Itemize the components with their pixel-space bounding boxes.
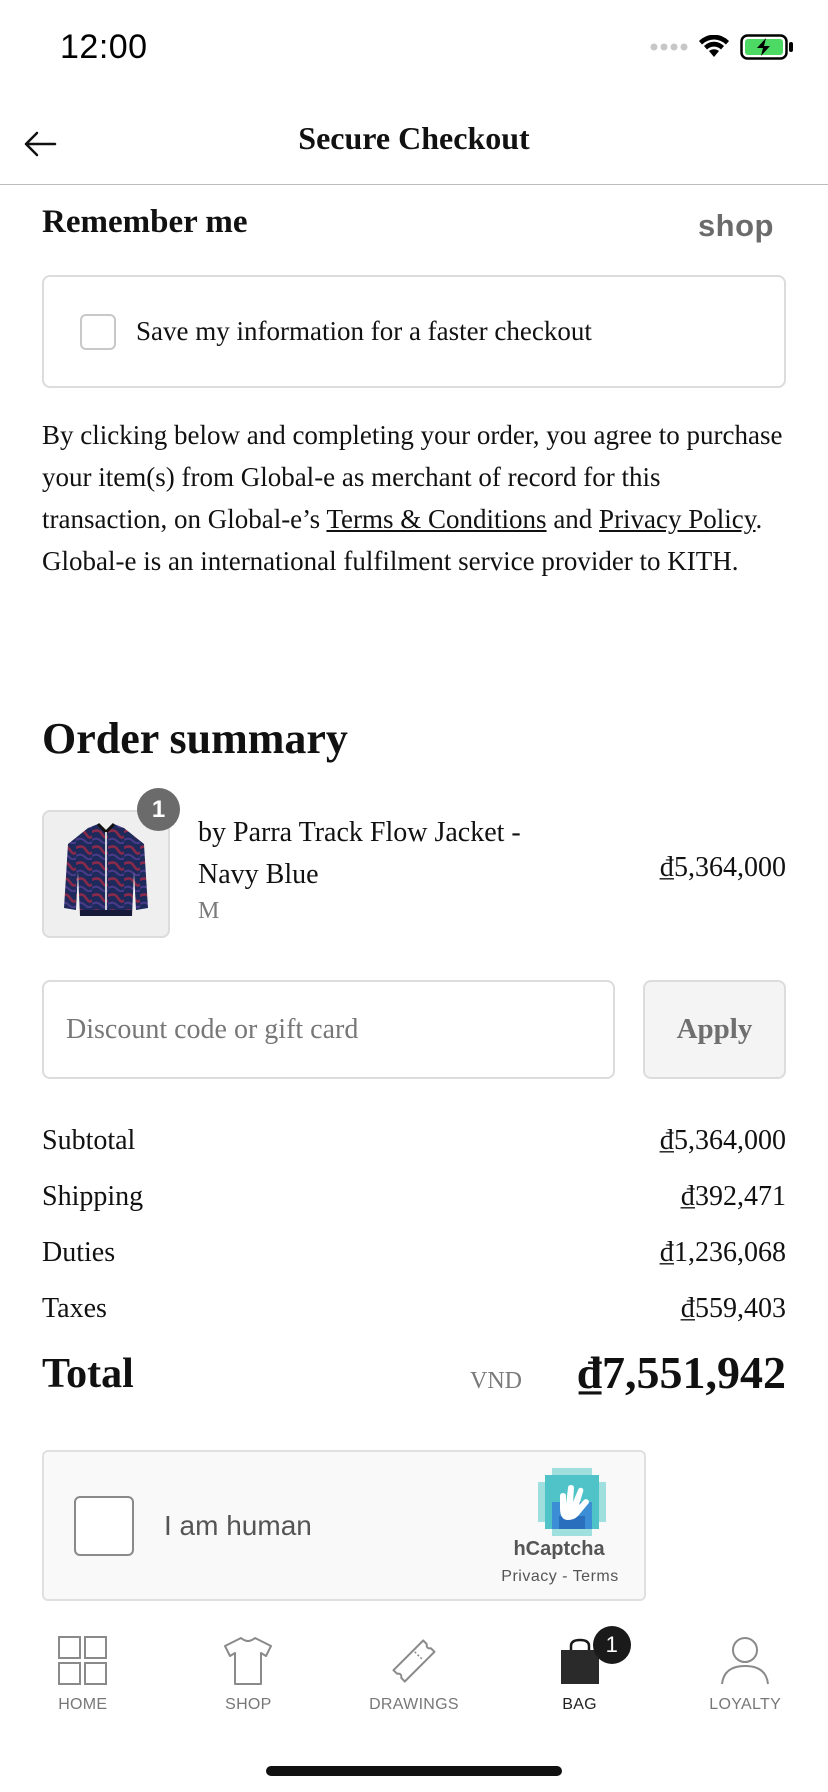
apply-discount-button[interactable]: Apply	[643, 980, 786, 1079]
captcha-checkbox[interactable]	[74, 1496, 134, 1556]
duties-label: Duties	[42, 1237, 116, 1268]
hcaptcha-hand-icon	[538, 1468, 606, 1536]
subtotal-label: Subtotal	[42, 1125, 136, 1156]
nav-home[interactable]	[0, 1628, 166, 1738]
save-info-label: Save my information for a faster checkout	[136, 316, 592, 346]
nav-bag-label: BAG	[562, 1696, 597, 1713]
hcaptcha-widget	[42, 1450, 646, 1601]
legal-text-2: and	[546, 504, 600, 534]
ticket-icon	[389, 1636, 439, 1686]
save-info-checkbox[interactable]	[80, 314, 116, 350]
nav-shop[interactable]	[166, 1628, 332, 1738]
taxes-label: Taxes	[42, 1293, 107, 1324]
shipping-value: ₫392,471	[680, 1181, 786, 1212]
total-value: ₫7,551,942	[578, 1347, 786, 1398]
legal-text-1: By clicking below and completing your order, you agree to purchase your item(s) from Global-e as merchant of record for this transaction, on Global-e’s	[42, 420, 783, 534]
hcaptcha-brand: hCaptcha	[513, 1538, 605, 1560]
nav-drawings-label: DRAWINGS	[369, 1696, 459, 1713]
nav-loyalty[interactable]	[662, 1628, 828, 1738]
order-summary-title: Order summary	[42, 714, 348, 763]
quantity-badge: 1	[137, 788, 180, 831]
legal-notice	[42, 414, 792, 582]
status-icons	[650, 34, 794, 60]
wifi-icon	[698, 35, 730, 59]
user-icon	[720, 1636, 770, 1686]
product-name: by Parra Track Flow Jacket - Navy Blue	[198, 817, 521, 890]
bottom-tab-bar	[0, 1628, 828, 1738]
nav-shop-label: SHOP	[225, 1696, 272, 1713]
shipping-label: Shipping	[42, 1181, 144, 1212]
remember-me-title: Remember me	[42, 204, 248, 240]
home-indicator[interactable]	[266, 1766, 562, 1776]
product-price: ₫5,364,000	[659, 852, 786, 883]
captcha-privacy-terms-links[interactable]: Privacy - Terms	[501, 1568, 619, 1585]
bag-count-badge: 1	[593, 1626, 631, 1664]
nav-bag[interactable]	[497, 1628, 663, 1738]
taxes-value: ₫559,403	[680, 1293, 786, 1324]
total-currency: VND	[470, 1368, 522, 1394]
checkout-header	[0, 100, 828, 185]
subtotal-value: ₫5,364,000	[659, 1125, 786, 1156]
tshirt-icon	[223, 1636, 273, 1686]
discount-code-input[interactable]	[42, 980, 615, 1079]
status-time: 12:00	[60, 28, 148, 66]
save-info-option[interactable]	[42, 275, 786, 388]
privacy-link[interactable]: Privacy Policy	[599, 504, 756, 534]
battery-charging-icon	[740, 34, 794, 60]
cellular-signal-icon	[650, 40, 688, 54]
nav-drawings[interactable]	[331, 1628, 497, 1738]
jacket-image	[44, 812, 168, 936]
product-size: M	[198, 898, 220, 924]
page-title: Secure Checkout	[298, 120, 530, 156]
captcha-label: I am human	[164, 1510, 312, 1541]
duties-value: ₫1,236,068	[659, 1237, 786, 1268]
legal-text-3: . Global-e is an international fulfilment service provider to KITH.	[42, 504, 763, 576]
nav-home-label: HOME	[58, 1696, 108, 1713]
grid-icon	[58, 1636, 108, 1686]
terms-link[interactable]: Terms & Conditions	[326, 504, 547, 534]
nav-loyalty-label: LOYALTY	[709, 1696, 782, 1713]
shop-pay-logo: shop	[697, 208, 774, 243]
total-label: Total	[42, 1351, 134, 1397]
